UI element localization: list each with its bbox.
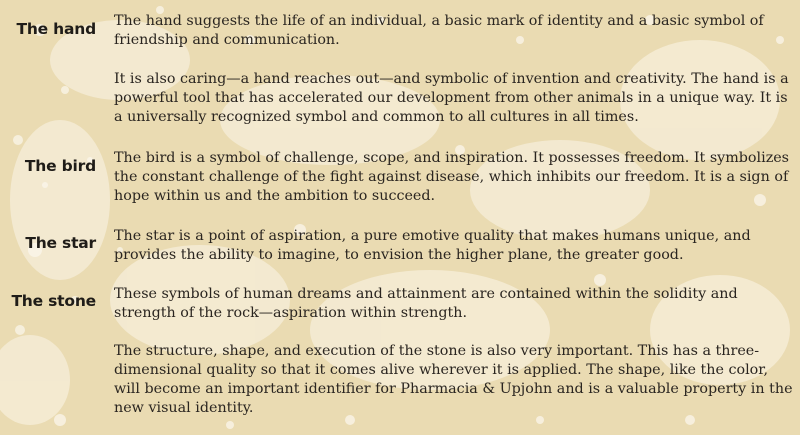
section-paragraph: The star is a point of aspiration, a pure emotive quality that makes humans unique, and provides the ability to imagine, to envision the higher plane, the greater good. [114,228,751,263]
section-paragraph: The hand suggests the life of an individual, a basic mark of identity and a basic symbol of friendship and communication. [114,13,764,48]
section-paragraph: The bird is a symbol of challenge, scope, and inspiration. It possesses freedom. It symbolizes the constant challenge of the fight against disease, which inhibits our freedom. It is a sign of hope within us and the ambition to succeed. [114,150,790,204]
section-paragraph: It is also caring—a hand reaches out—and symbolic of invention and creativity. The hand is a powerful tool that has accelerated our development from other animals in a unique way. It is a universally recognized symbol and common to all cultures in all times. [114,71,789,125]
section-label: The hand [16,20,96,38]
section-label: The stone [11,292,96,310]
section-label: The bird [24,157,96,175]
section-label: The star [25,234,96,252]
section-paragraph: The structure, shape, and execution of the stone is also very important. This has a three-dimensional quality so that it comes alive wherever it is applied. The shape, like the color, will become an important identifier for Pharmacia & Upjohn and is a valuable property in the new visual identity. [114,343,793,416]
section-paragraph: These symbols of human dreams and attainment are contained within the solidity and strength of the rock—aspiration within strength. [114,286,738,321]
